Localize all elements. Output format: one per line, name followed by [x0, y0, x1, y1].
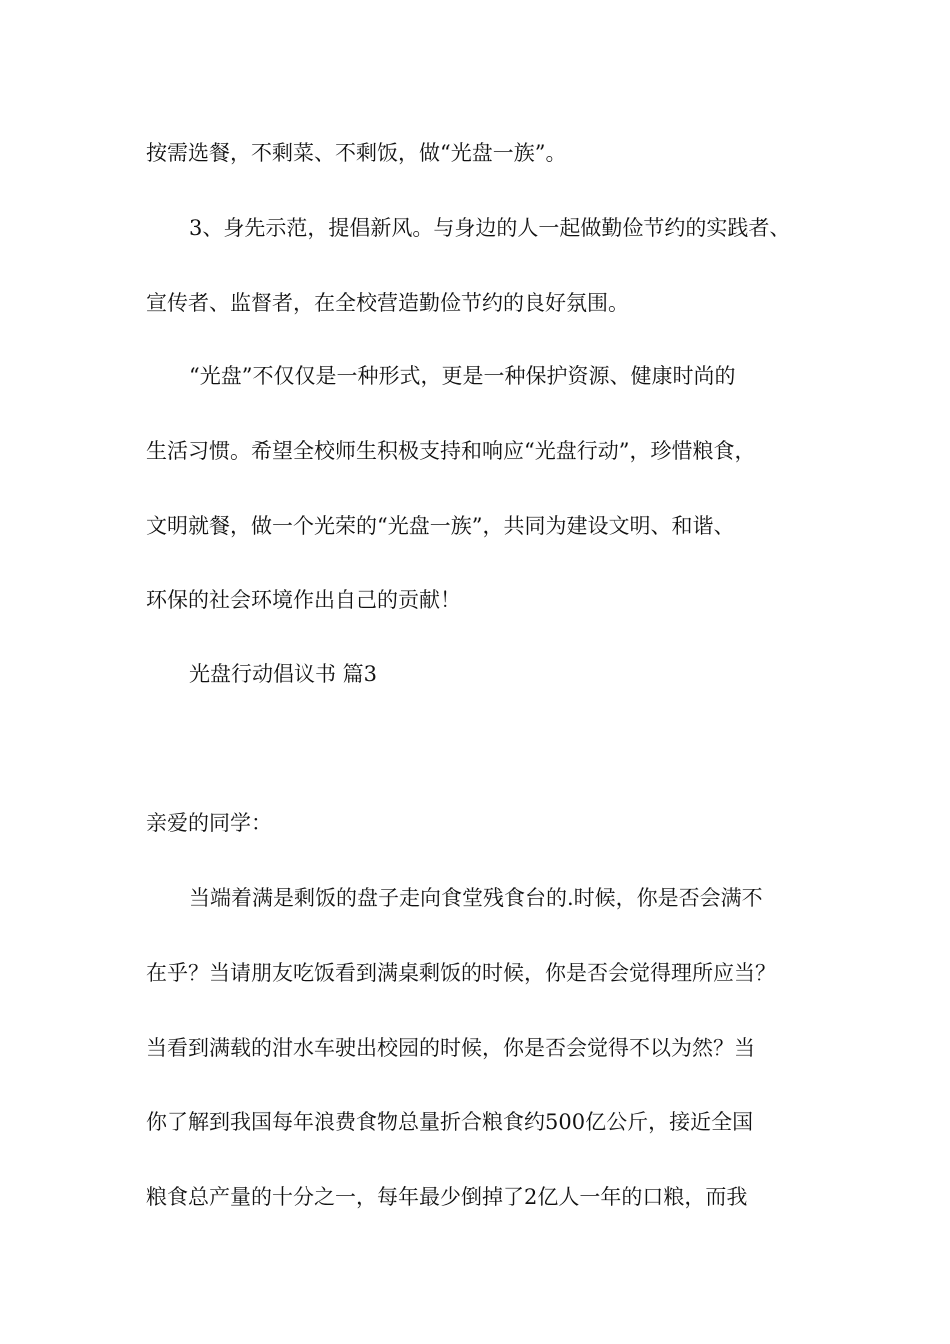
text-line: “光盘”不仅仅是一种形式，更是一种保护资源、健康时尚的: [189, 364, 736, 388]
text-line: 当端着满是剩饭的盘子走向食堂残食台的.时候，你是否会满不: [189, 886, 763, 910]
text-line: 环保的社会环境作出自己的贡献！: [146, 588, 461, 612]
text-line: 按需选餐，不剩菜、不剩饭，做“光盘一族”。: [146, 141, 567, 165]
text-line: 文明就餐，做一个光荣的“光盘一族”，共同为建设文明、和谐、: [146, 514, 735, 538]
text-line: 生活习惯。希望全校师生积极支持和响应“光盘行动”，珍惜粮食，: [146, 439, 756, 463]
section-heading: 光盘行动倡议书 篇3: [189, 662, 378, 686]
text-line: 粮食总产量的十分之一，每年最少倒掉了2亿人一年的口粮，而我: [146, 1185, 748, 1209]
salutation: 亲爱的同学：: [146, 811, 272, 835]
text-line: 你了解到我国每年浪费食物总量折合粮食约500亿公斤，接近全国: [146, 1110, 754, 1134]
text-line: 当看到满载的泔水车驶出校园的时候，你是否会觉得不以为然？当: [146, 1036, 755, 1060]
text-line: 3、身先示范，提倡新风。与身边的人一起做勤俭节约的实践者、: [189, 216, 791, 240]
text-line: 宣传者、监督者，在全校营造勤俭节约的良好氛围。: [146, 291, 629, 315]
text-line: 在乎？当请朋友吃饭看到满桌剩饭的时候，你是否会觉得理所应当？: [146, 961, 776, 985]
